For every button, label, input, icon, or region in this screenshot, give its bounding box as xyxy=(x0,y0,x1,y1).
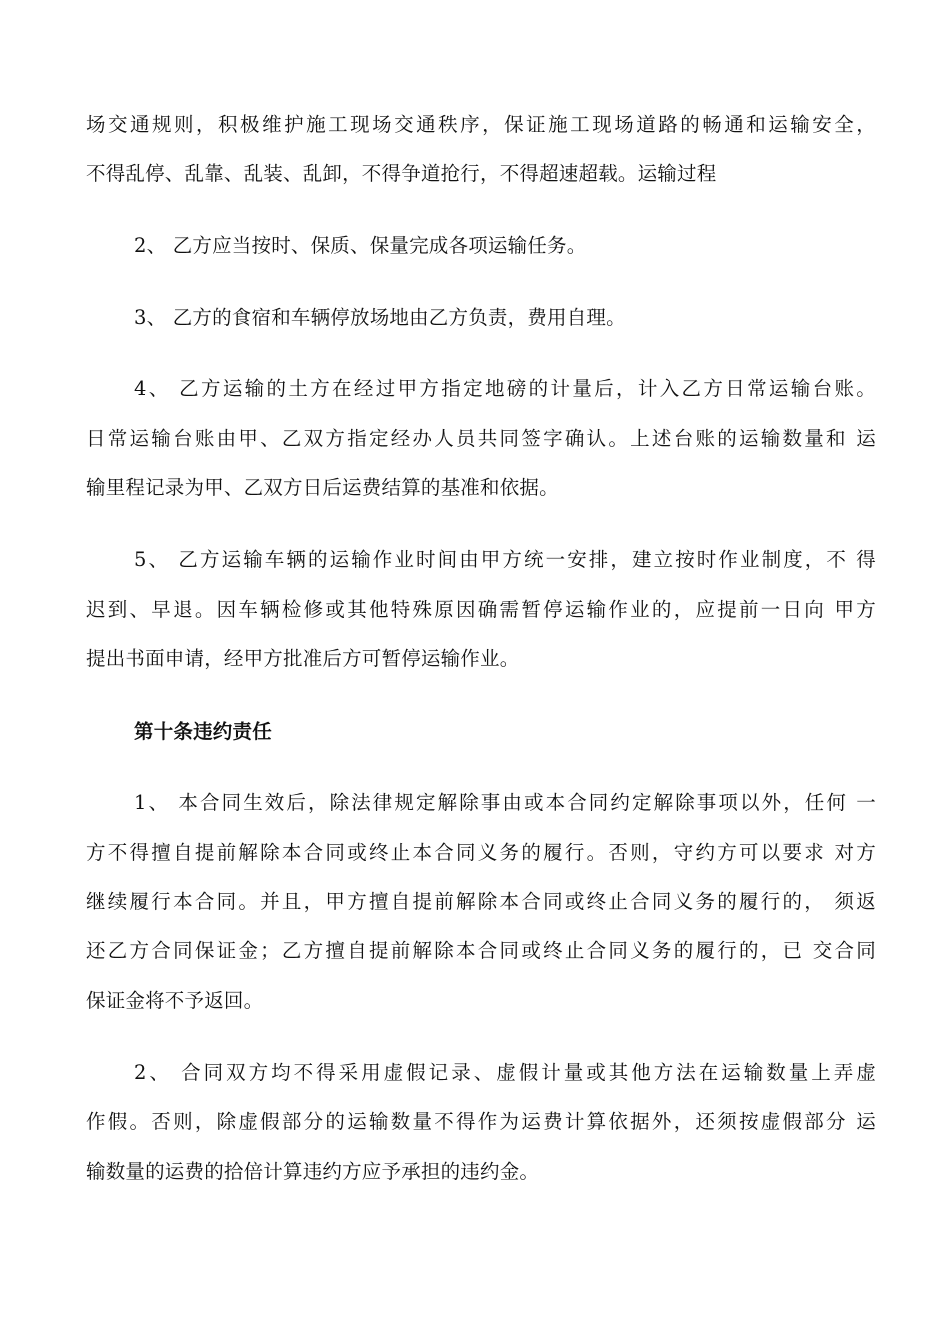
item-4-line-2: 日常运输台账由甲、乙双方指定经办人员共同签字确认。上述台账的运输数量和 运 xyxy=(86,427,876,450)
section-10-item-2-line-1: 2、 合同双方均不得采用虚假记录、虚假计量或其他方法在运输数量上弄虚 xyxy=(134,1061,876,1084)
section-10-item-2-line-3: 输数量的运费的拾倍计算违约方应予承担的违约金。 xyxy=(86,1160,540,1183)
item-4-line-3: 输里程记录为甲、乙双方日后运费结算的基准和依据。 xyxy=(86,476,559,499)
item-4-line-1: 4、 乙方运输的土方在经过甲方指定地磅的计量后，计入乙方日常运输台账。 xyxy=(134,377,876,400)
section-10-item-1-line-2: 方不得擅自提前解除本合同或终止本合同义务的履行。否则，守约方可以要求 对方 xyxy=(86,841,876,864)
item-5-line-1: 5、 乙方运输车辆的运输作业时间由甲方统一安排，建立按时作业制度，不 得 xyxy=(134,548,876,571)
intro-line-1: 场交通规则，积极维护施工现场交通秩序，保证施工现场道路的畅通和运输安全， xyxy=(86,113,876,136)
section-10-item-2-line-2: 作假。否则，除虚假部分的运输数量不得作为运费计算依据外，还须按虚假部分 运 xyxy=(86,1110,876,1133)
item-5-line-3: 提出书面申请，经甲方批准后方可暂停运输作业。 xyxy=(86,647,520,670)
section-10-item-1-line-1: 1、 本合同生效后，除法律规定解除事由或本合同约定解除事项以外，任何 一 xyxy=(134,791,876,814)
item-5-line-2: 迟到、早退。因车辆检修或其他特殊原因确需暂停运输作业的，应提前一日向 甲方 xyxy=(86,598,876,621)
item-2-line-1: 2、 乙方应当按时、保质、保量完成各项运输任务。 xyxy=(134,234,587,257)
section-10-item-1-line-3: 继续履行本合同。并且，甲方擅自提前解除本合同或终止合同义务的履行的， 须返 xyxy=(86,890,876,913)
section-10-title: 第十条违约责任 xyxy=(134,720,272,743)
section-10-item-1-line-5: 保证金将不予返回。 xyxy=(86,989,264,1012)
intro-line-2: 不得乱停、乱靠、乱装、乱卸，不得争道抢行，不得超速超载。运输过程 xyxy=(86,162,717,185)
section-10-item-1-line-4: 还乙方合同保证金；乙方擅自提前解除本合同或终止合同义务的履行的，已 交合同 xyxy=(86,939,876,962)
item-3-line-1: 3、 乙方的食宿和车辆停放场地由乙方负责，费用自理。 xyxy=(134,306,626,329)
